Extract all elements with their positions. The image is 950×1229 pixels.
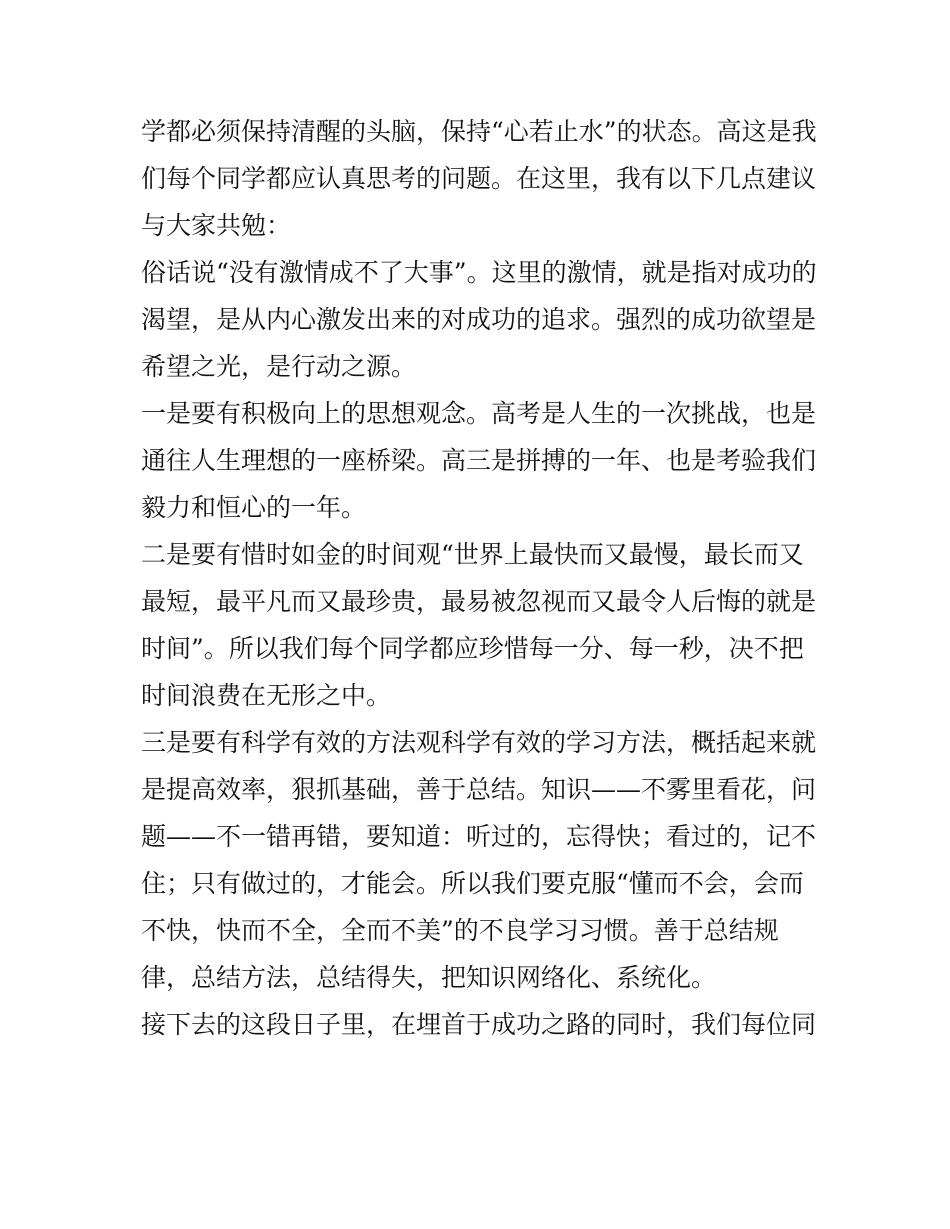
text-line: 们每个同学都应认真思考的问题。在这里，我有以下几点建议 [141,164,817,193]
text-line: 时间”。所以我们每个同学都应珍惜每一分、每一秒，决不把 [141,634,804,663]
text-line: 通往人生理想的一座桥梁。高三是拼搏的一年、也是考验我们 [141,446,817,475]
text-line: 二是要有惜时如金的时间观“世界上最快而又最慢，最长而又 [141,540,804,569]
text-line: 学都必须保持清醒的头脑，保持“心若止水”的状态。高这是我 [141,117,817,146]
text-line: 住；只有做过的，才能会。所以我们要克服“懂而不会，会而 [141,869,804,898]
text-line: 不快，快而不全，全而不美”的不良学习习惯。善于总结规 [141,916,779,945]
text-line: 接下去的这段日子里，在埋首于成功之路的同时，我们每位同 [141,1010,817,1039]
text-line: 是提高效率，狠抓基础，善于总结。知识——不雾里看花，问 [141,775,817,804]
text-line: 最短，最平凡而又最珍贵，最易被忽视而又最令人后悔的就是 [141,587,817,616]
text-line: 毅力和恒心的一年。 [141,493,367,522]
text-line: 与大家共勉： [141,211,292,240]
text-line: 题——不一错再错，要知道：听过的，忘得快；看过的，记不 [141,822,817,851]
text-line: 时间浪费在无形之中。 [141,681,392,710]
text-line: 律，总结方法，总结得失，把知识网络化、系统化。 [141,963,717,992]
text-line: 俗话说“没有激情成不了大事”。这里的激情，就是指对成功的 [141,258,817,287]
text-line: 三是要有科学有效的方法观科学有效的学习方法，概括起来就 [141,728,817,757]
text-line: 一是要有积极向上的思想观念。高考是人生的一次挑战，也是 [141,399,817,428]
text-line: 希望之光，是行动之源。 [141,352,417,381]
text-line: 渴望，是从内心激发出来的对成功的追求。强烈的成功欲望是 [141,305,817,334]
body-text [141,108,821,1048]
